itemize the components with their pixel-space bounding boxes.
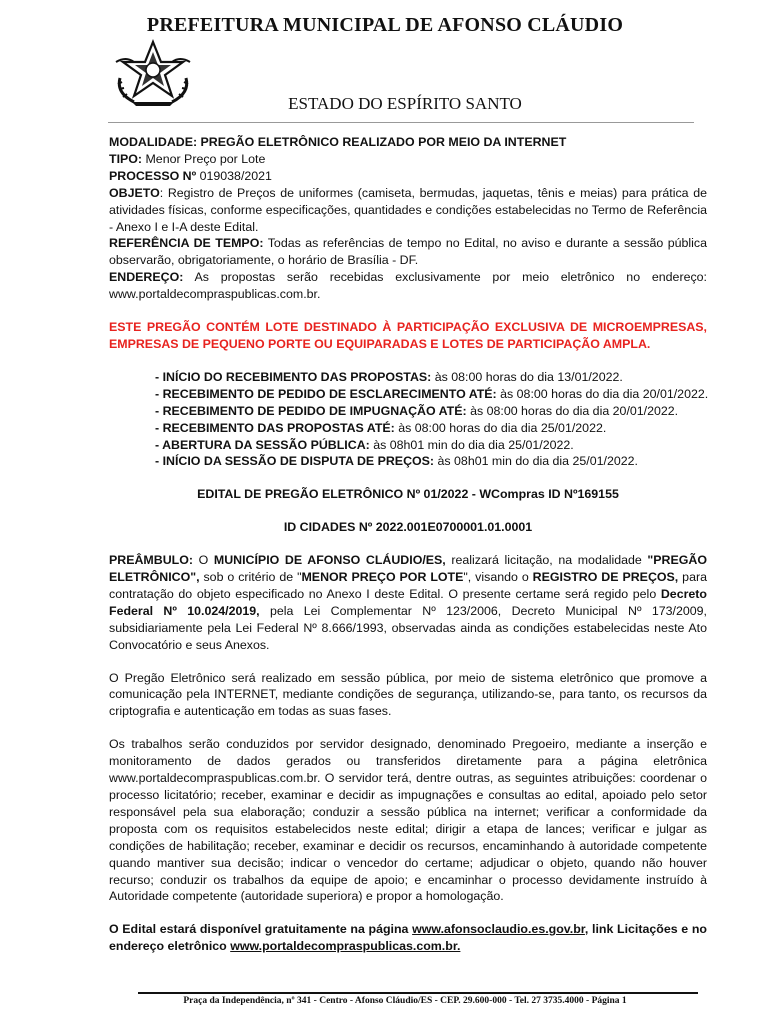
schedule-item-label: - INÍCIO DA SESSÃO DE DISPUTA DE PREÇOS: [155, 454, 435, 469]
preambulo-text: para contratação do objeto especificado no Anexo I deste Edital. O presente certame será regido pelo [109, 570, 707, 601]
objeto-label: OBJETO [109, 185, 160, 200]
processo-line [109, 168, 707, 185]
preambulo-decreto: Decreto Federal Nº 10.024/2019, [109, 586, 707, 618]
endereco-label: ENDEREÇO: [109, 270, 184, 285]
schedule-item-label: - RECEBIMENTO DE PEDIDO DE ESCLARECIMENTO ATÉ: [155, 386, 497, 401]
schedule-item-value: às 08h01 min do dia dia 25/01/2022. [369, 437, 574, 452]
preambulo-text: realizará licitação, na modalidade [445, 553, 648, 568]
footer-divider [138, 992, 698, 994]
availability-paragraph [109, 921, 707, 955]
objeto-value: : Registro de Preços de uniformes (camiseta, bermudas, jaquetas, tênis e meias) para prática de atividades físicas, conforme especificações, quantidades e condições estabelecidas no Termo de Referência - Anexo I e I-A deste Edital. [109, 185, 707, 234]
preambulo-text: O [192, 553, 214, 568]
schedule-item [155, 369, 707, 386]
endereco-paragraph [109, 269, 707, 303]
processo-label: PROCESSO Nº [109, 168, 197, 183]
preambulo-criterio: MENOR PREÇO POR LOTE [301, 570, 464, 585]
id-cidades: ID CIDADES Nº 2022.001E0700001.01.0001 [283, 520, 533, 535]
endereco-value: As propostas serão recebidas exclusivamente por meio eletrônico no endereço: www.portaldecompraspublicas.com.br. [109, 270, 707, 302]
preambulo-municipio: MUNICÍPIO DE AFONSO CLÁUDIO/ES, [213, 553, 446, 568]
schedule-item-value: às 08:00 horas do dia dia 20/01/2022. [466, 403, 679, 418]
preambulo-text: pela Lei Complementar Nº 123/2006, Decreto Municipal Nº 173/2009, subsidiariamente pela Lei Federal Nº 8.666/1993, observadas ainda as condições estabelecidas neste Ato Convocatório e seus Anexos. [109, 603, 708, 652]
schedule-item-value: às 08:00 horas do dia dia 25/01/2022. [394, 420, 607, 435]
schedule-item [155, 420, 707, 437]
schedule-item-label: - INÍCIO DO RECEBIMENTO DAS PROPOSTAS: [155, 369, 432, 384]
tipo-line [109, 151, 707, 168]
preambulo-registro: REGISTRO DE PREÇOS, [532, 570, 679, 585]
referencia-value: Todas as referências de tempo no Edital, no aviso e durante a sessão pública observarão, obrigatoriamente, o horário de Brasília - DF. [109, 236, 707, 268]
modalidade-line: MODALIDADE: PREGÃO ELETRÔNICO REALIZADO POR MEIO DA INTERNET [109, 135, 567, 149]
tipo-label: TIPO: [109, 151, 143, 166]
tipo-value: Menor Preço por Lote [142, 151, 266, 166]
schedule-list [155, 369, 707, 470]
preambulo-text: ", visando o [463, 570, 533, 585]
preambulo-text: sob o critério de " [199, 570, 302, 585]
afonsoclaudio-link[interactable]: www.afonsoclaudio.es.gov.br [412, 922, 585, 937]
schedule-item-label: - RECEBIMENTO DAS PROPOSTAS ATÉ: [155, 420, 395, 435]
document-body [109, 134, 707, 955]
objeto-paragraph [109, 185, 707, 236]
preambulo-paragraph [109, 552, 707, 653]
exclusive-lot-notice: ESTE PREGÃO CONTÉM LOTE DESTINADO À PARTICIPAÇÃO EXCLUSIVA DE MICROEMPRESAS, EMPRESAS DE PEQUENO PORTE OU EQUIPARADAS E LOTES DE PARTICIPAÇÃO AMPLA. [109, 320, 707, 351]
availability-text: , link Licitações e no endereço eletrônico [109, 922, 707, 954]
availability-text: O Edital estará disponível gratuitamente na página [109, 922, 413, 937]
preambulo-modalidade: "PREGÃO ELETRÔNICO", [109, 553, 707, 585]
schedule-item [155, 403, 707, 420]
preambulo-label: PREÂMBULO: [109, 553, 193, 568]
header-divider [108, 122, 694, 123]
page-header-state: ESTADO DO ESPÍRITO SANTO [288, 94, 522, 113]
edital-title: EDITAL DE PREGÃO ELETRÔNICO Nº 01/2022 - WCompras ID Nº169155 [197, 487, 619, 502]
schedule-item [155, 386, 707, 403]
processo-value: 019038/2021 [196, 168, 272, 183]
schedule-item [155, 437, 707, 454]
portal-compras-link[interactable]: www.portaldecompraspublicas.com.br. [230, 939, 461, 954]
page-footer: Praça da Independência, nº 341 - Centro - Afonso Cláudio/ES - CEP. 29.600-000 - Tel. 27 3735.4000 - Página 1 [183, 996, 627, 1006]
schedule-item-value: às 08:00 horas do dia dia 20/01/2022. [496, 386, 709, 401]
schedule-item-value: às 08:00 horas do dia 13/01/2022. [431, 369, 623, 384]
referencia-label: REFERÊNCIA DE TEMPO: [109, 236, 264, 251]
referencia-paragraph [109, 235, 707, 269]
schedule-item-value: às 08h01 min do dia dia 25/01/2022. [434, 454, 638, 469]
schedule-item-label: - ABERTURA DA SESSÃO PÚBLICA: [155, 437, 370, 452]
page-header-title: PREFEITURA MUNICIPAL DE AFONSO CLÁUDIO [146, 14, 624, 36]
schedule-item-label: - RECEBIMENTO DE PEDIDO DE IMPUGNAÇÃO ATÉ: [155, 403, 467, 418]
works-paragraph: Os trabalhos serão conduzidos por servidor designado, denominado Pregoeiro, mediante a inserção e monitoramento de dados gerados ou transferidos diretamente para a página eletrônica www.portaldecompraspublicas.com.br. O servidor terá, dentre outras, as seguintes atribuições: coordenar o processo licitatório; receber, examinar e decidir as impugnações e consultas ao edital, apoiado pelo setor responsável pela sua elaboração; conduzir a sessão pública na internet; verificar a conformidade da proposta com os requisitos estabelecidos neste edital; dirigir a etapa de lances; verificar e julgar as condições de habilitação; receber, examinar e decidir os recursos, encaminhando à autoridade competente quando mantiver sua decisão; indicar o vencedor do certame; adjudicar o objeto, quando não houver recurso; conduzir os trabalhos da equipe de apoio; e encaminhar o processo devidamente instruído à Autoridade competente (autoridade superiora) e propor a homologação. [109, 737, 707, 904]
session-paragraph: O Pregão Eletrônico será realizado em sessão pública, por meio de sistema eletrônico que promove a comunicação pela INTERNET, mediante condições de segurança, utilizando-se, para tanto, os recursos da criptografia e autenticação em todas as suas fases. [109, 670, 707, 719]
schedule-item [155, 453, 707, 470]
